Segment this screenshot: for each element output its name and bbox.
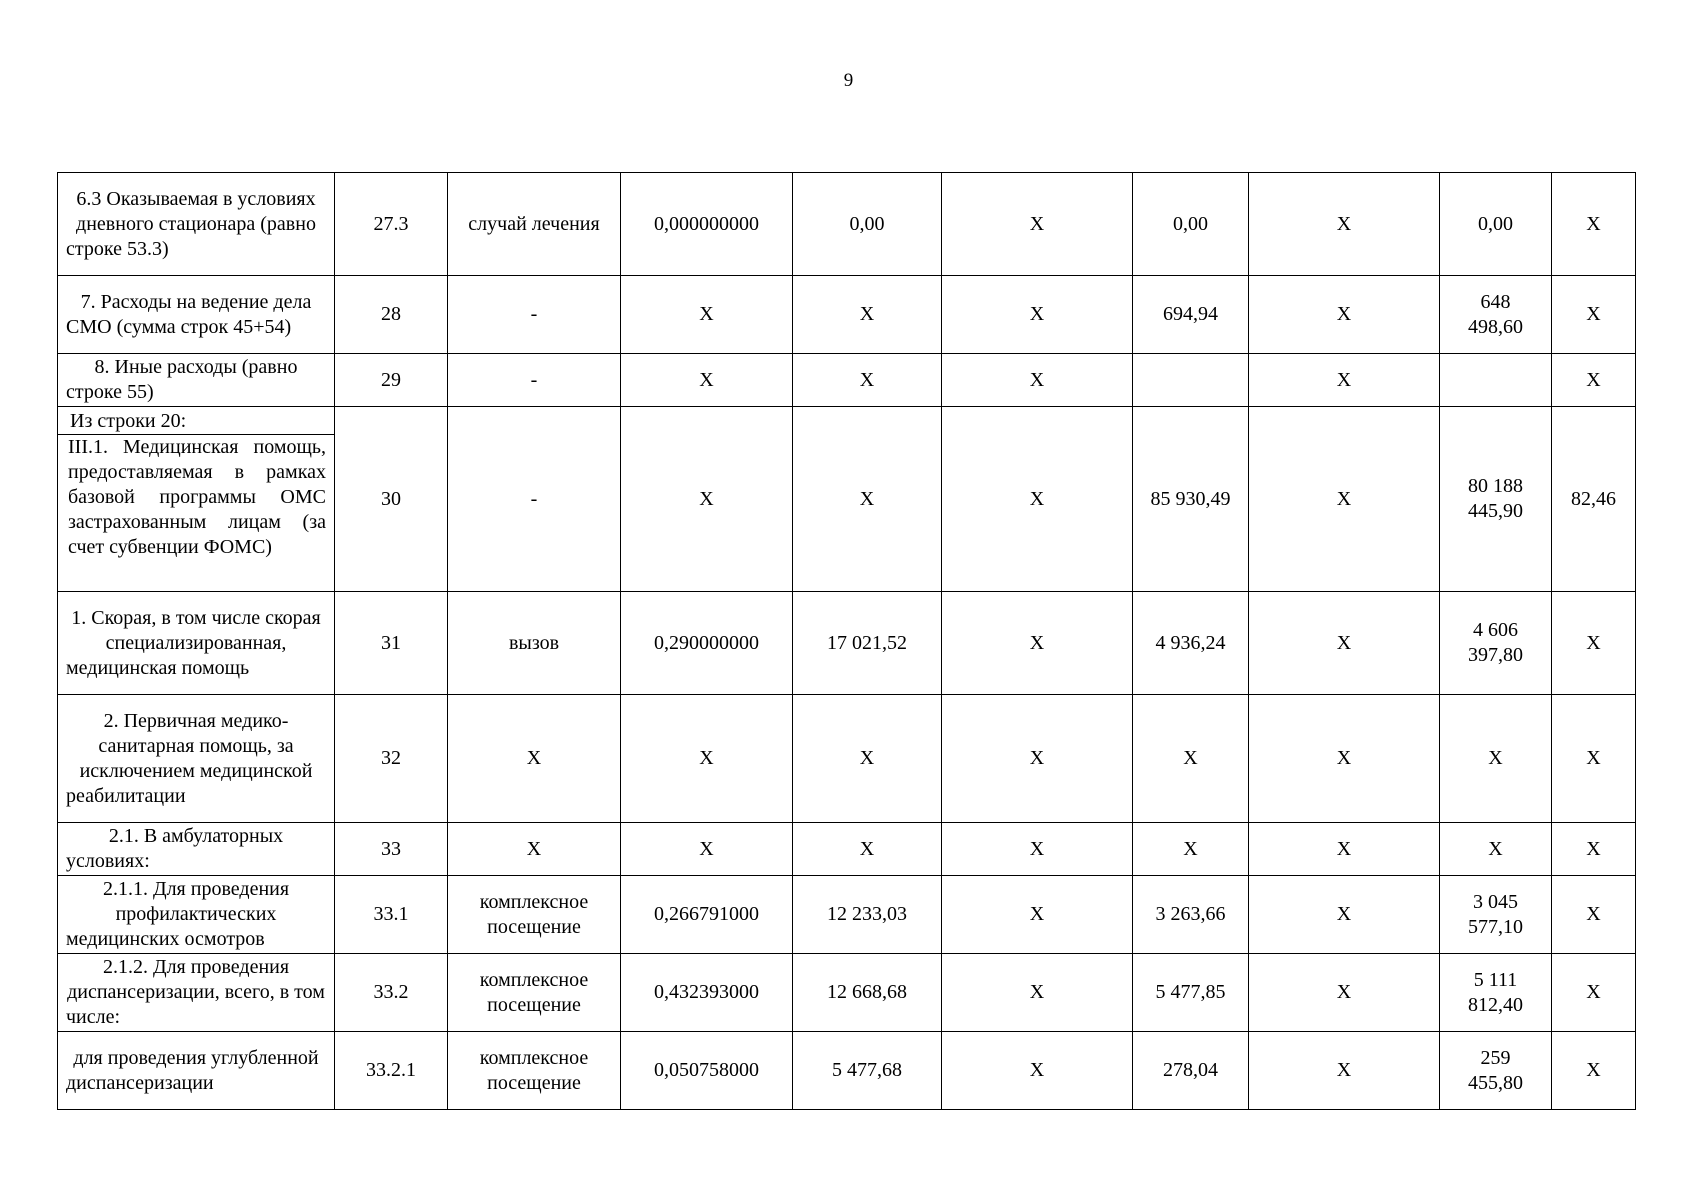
- row-norm: 0,432393000: [621, 954, 793, 1032]
- row-col7: 694,94: [1133, 276, 1249, 354]
- row-unit: [448, 1032, 621, 1110]
- row-col9: [1440, 954, 1552, 1032]
- row-unit: -: [448, 354, 621, 407]
- row-norm: 0,050758000: [621, 1032, 793, 1110]
- row-line-number: 29: [335, 354, 448, 407]
- row-col9: [1440, 876, 1552, 954]
- row-col9: [1440, 354, 1552, 407]
- row-col8: Х: [1249, 876, 1440, 954]
- row-line-number: 33.2: [335, 954, 448, 1032]
- row-col9: Х: [1440, 823, 1552, 876]
- row-col10: Х: [1552, 823, 1636, 876]
- row-norm: 0,290000000: [621, 592, 793, 695]
- table-row: [58, 592, 1636, 695]
- row-unit: -: [448, 407, 621, 592]
- row-col6: Х: [942, 954, 1133, 1032]
- table-row: [58, 823, 1636, 876]
- row-col9-value: 3 045 577,10: [1468, 890, 1523, 938]
- row-col6: Х: [942, 695, 1133, 823]
- row-col9: [1440, 276, 1552, 354]
- row-col7: 3 263,66: [1133, 876, 1249, 954]
- row-name: 2. Первичная медико-санитарная помощь, за исключением медицинской реабилитации: [58, 695, 335, 823]
- row-line-number: 33.2.1: [335, 1032, 448, 1110]
- row-col9: Х: [1440, 695, 1552, 823]
- row-col6: Х: [942, 354, 1133, 407]
- row-col8: Х: [1249, 592, 1440, 695]
- row-col10: Х: [1552, 592, 1636, 695]
- financing-table: [57, 172, 1636, 1110]
- row-unit: Х: [448, 823, 621, 876]
- row-cost: Х: [793, 695, 942, 823]
- row-col8: Х: [1249, 695, 1440, 823]
- row-norm: Х: [621, 695, 793, 823]
- row-line-number: 28: [335, 276, 448, 354]
- row-col8: Х: [1249, 276, 1440, 354]
- row-norm: Х: [621, 407, 793, 592]
- row-line-number: 33.1: [335, 876, 448, 954]
- row-line-number: 27.3: [335, 173, 448, 276]
- row-cost: Х: [793, 276, 942, 354]
- row-col6: Х: [942, 276, 1133, 354]
- row-cost: Х: [793, 407, 942, 592]
- row-unit: [448, 954, 621, 1032]
- row-line-number: 31: [335, 592, 448, 695]
- row-col10: Х: [1552, 173, 1636, 276]
- row-name: 2.1. В амбулаторных условиях:: [58, 823, 335, 876]
- row-norm: 0,266791000: [621, 876, 793, 954]
- row-col9: [1440, 1032, 1552, 1110]
- row-unit-value: комплексное посещение: [479, 890, 589, 938]
- table-row: [58, 695, 1636, 823]
- row-col8: Х: [1249, 354, 1440, 407]
- row-name: 8. Иные расходы (равно строке 55): [58, 354, 335, 407]
- row-cost: 17 021,52: [793, 592, 942, 695]
- row-unit: вызов: [448, 592, 621, 695]
- row-col7: 0,00: [1133, 173, 1249, 276]
- row-name: 1. Скорая, в том числе скорая специализированная, медицинская помощь: [58, 592, 335, 695]
- row-name: 2.1.2. Для проведения диспансеризации, всего, в том числе:: [58, 954, 335, 1032]
- row-line-number: 33: [335, 823, 448, 876]
- row-unit-value: комплексное посещение: [479, 968, 589, 1016]
- row-norm: 0,000000000: [621, 173, 793, 276]
- row-col9: [1440, 592, 1552, 695]
- row-col7: [1133, 354, 1249, 407]
- row-unit-value: комплексное посещение: [479, 1046, 589, 1094]
- table-row: [58, 276, 1636, 354]
- row-col10: Х: [1552, 695, 1636, 823]
- row-unit: случай лечения: [448, 173, 621, 276]
- row-col9: 0,00: [1440, 173, 1552, 276]
- row-col10: Х: [1552, 276, 1636, 354]
- row-col7: 4 936,24: [1133, 592, 1249, 695]
- row-cost: Х: [793, 354, 942, 407]
- row-unit: [448, 876, 621, 954]
- row-col10: 82,46: [1552, 407, 1636, 592]
- row-col10: Х: [1552, 954, 1636, 1032]
- table-row: [58, 354, 1636, 407]
- row-unit: Х: [448, 695, 621, 823]
- row-col7: Х: [1133, 695, 1249, 823]
- row-col6: Х: [942, 876, 1133, 954]
- section-heading: Из строки 20:: [58, 407, 334, 435]
- row-cost: 5 477,68: [793, 1032, 942, 1110]
- row-col6: Х: [942, 823, 1133, 876]
- section-title: III.1. Медицинская помощь, предоставляемая в рамках базовой программы ОМС застрахованным лицам (за счет субвенции ФОМС): [68, 436, 326, 558]
- row-col9-value: 648 498,60: [1468, 290, 1523, 338]
- row-norm: Х: [621, 823, 793, 876]
- row-col7: 278,04: [1133, 1032, 1249, 1110]
- row-cost: 12 668,68: [793, 954, 942, 1032]
- row-name: для проведения углубленной диспансеризации: [58, 1032, 335, 1110]
- row-name: 6.3 Оказываемая в условиях дневного стационара (равно строке 53.3): [58, 173, 335, 276]
- row-col6: Х: [942, 407, 1133, 592]
- row-cost: 0,00: [793, 173, 942, 276]
- row-col7: 85 930,49: [1133, 407, 1249, 592]
- row-line-number: 32: [335, 695, 448, 823]
- row-name: 2.1.1. Для проведения профилактических медицинских осмотров: [58, 876, 335, 954]
- table-row: [58, 407, 1636, 592]
- row-col8: Х: [1249, 1032, 1440, 1110]
- row-col6: Х: [942, 592, 1133, 695]
- table-row: [58, 876, 1636, 954]
- row-col6: Х: [942, 173, 1133, 276]
- row-col8: Х: [1249, 954, 1440, 1032]
- row-col10: Х: [1552, 876, 1636, 954]
- row-col6: Х: [942, 1032, 1133, 1110]
- row-col8: Х: [1249, 173, 1440, 276]
- row-col9-value: 80 188 445,90: [1468, 475, 1523, 522]
- row-col9-value: 5 111 812,40: [1468, 968, 1523, 1016]
- row-col9: [1440, 407, 1552, 592]
- table-row: [58, 954, 1636, 1032]
- row-norm: Х: [621, 276, 793, 354]
- row-col10: Х: [1552, 354, 1636, 407]
- row-name: 7. Расходы на ведение дела СМО (сумма строк 45+54): [58, 276, 335, 354]
- table-row: [58, 173, 1636, 276]
- page-number: 9: [843, 70, 854, 91]
- row-col7: 5 477,85: [1133, 954, 1249, 1032]
- table-row: [58, 1032, 1636, 1110]
- row-col9-value: 4 606 397,80: [1468, 619, 1523, 666]
- row-cost: Х: [793, 823, 942, 876]
- row-col8: Х: [1249, 407, 1440, 592]
- row-col9-value: 259 455,80: [1468, 1046, 1523, 1094]
- row-col8: Х: [1249, 823, 1440, 876]
- row-unit: -: [448, 276, 621, 354]
- row-line-number: 30: [335, 407, 448, 592]
- row-cost: 12 233,03: [793, 876, 942, 954]
- row-col10: Х: [1552, 1032, 1636, 1110]
- row-col7: Х: [1133, 823, 1249, 876]
- row-name: [58, 407, 335, 592]
- row-norm: Х: [621, 354, 793, 407]
